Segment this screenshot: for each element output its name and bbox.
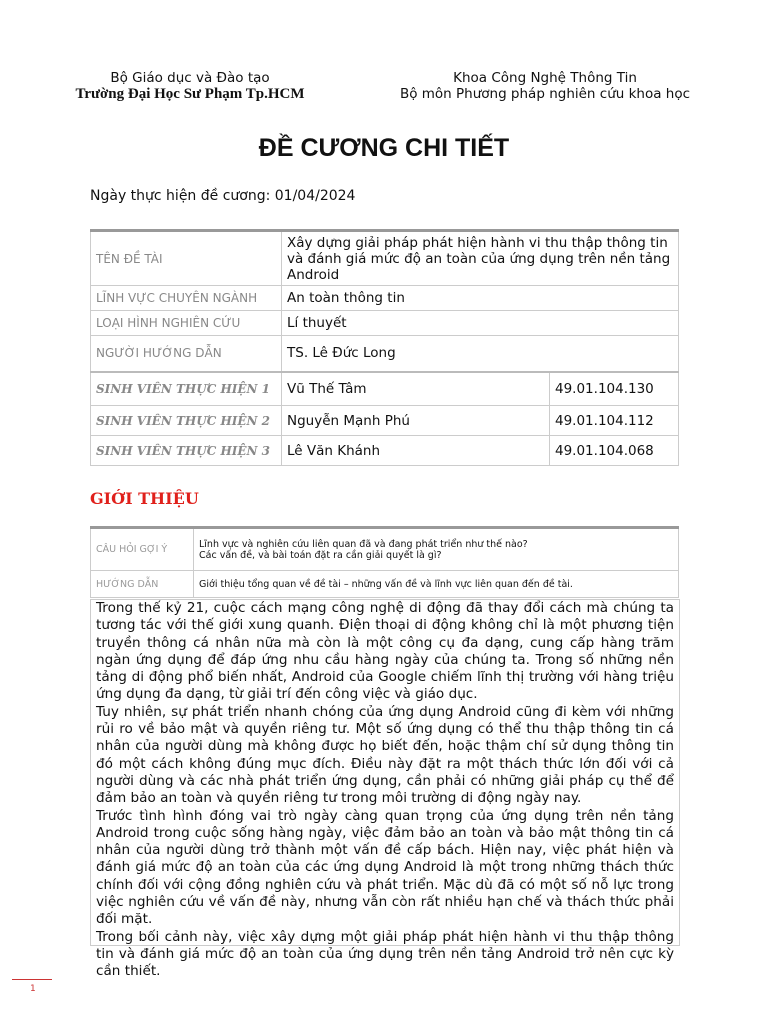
student-label: SINH VIÊN THỰC HIỆN 2 [91,406,282,436]
guide-table [90,526,679,598]
student-label: SINH VIÊN THỰC HIỆN 3 [91,436,282,466]
ministry-name: Bộ Giáo dục và Đào tạo [110,70,270,86]
table-row [91,311,679,336]
student-row [91,436,679,466]
question-label: CÂU HỎI GỢI Ý [91,528,194,571]
field-label: LĨNH VỰC CHUYÊN NGÀNH [91,286,282,311]
university-name: Trường Đại Học Sư Phạm Tp.HCM [75,86,305,102]
type-value: Lí thuyết [282,311,679,336]
table-row [91,528,679,571]
question-line: Lĩnh vực và nghiên cứu liên quan đã và đang phát triển như thế nào? [199,538,528,550]
student-row [91,406,679,436]
student-id: 49.01.104.130 [550,372,679,406]
info-table [90,229,679,466]
student-id: 49.01.104.112 [550,406,679,436]
paragraph: Trong bối cảnh này, việc xây dựng một giải pháp phát hiện hành vi thu thập thông tin và đánh giá mức độ an toàn của ứng dụng trên nền tảng Android trở nên cực kỳ cần thiết. [96,928,674,980]
advisor-label: NGƯỜI HƯỚNG DẪN [91,336,282,372]
header-right [390,70,700,102]
table-row [91,571,679,598]
guide-text: Giới thiệu tổng quan về đề tài – những vấn đề và lĩnh vực liên quan đến đề tài. [194,571,679,598]
department-name: Bộ môn Phương pháp nghiên cứu khoa học [399,86,691,102]
question-line: Các vấn đề, và bài toán đặt ra cần giải quyết là gì? [199,549,442,561]
student-name: Nguyễn Mạnh Phú [282,406,550,436]
table-row [91,231,679,286]
topic-value: Xây dựng giải pháp phát hiện hành vi thu thập thông tin và đánh giá mức độ an toàn của ứng dụng trên nền tảng Android [282,231,679,286]
student-id: 49.01.104.068 [550,436,679,466]
advisor-value: TS. Lê Đức Long [282,336,679,372]
guide-label: HƯỚNG DẪN [91,571,194,598]
paragraph: Tuy nhiên, sự phát triển nhanh chóng của ứng dụng Android cũng đi kèm với những rủi ro về bảo mật và quyền riêng tư. Một số ứng dụng có thể thu thập thông tin cá nhân của người dùng mà không được họ biết đến, hoặc thậm chí sử dụng thông tin đó một cách không đúng mục đích. Điều này đặt ra một thách thức lớn đối với cả người dùng và các nhà phát triển ứng dụng, cần phải có những giải pháp cụ thể để đảm bảo an toàn và quyền riêng tư trong môi trường di động ngày nay. [96,703,674,807]
student-row [91,372,679,406]
paragraph: Trong thế kỷ 21, cuộc cách mạng công nghệ di động đã thay đổi cách mà chúng ta tương tác với thế giới xung quanh. Điện thoại di động không chỉ là một phương tiện truyền thông cá nhân nữa mà còn là một công cụ đa dạng, cung cấp hàng trăm ngàn ứng dụng để đáp ứng nhu cầu hàng ngày của chúng ta. Trong số những nền tảng di động phổ biến nhất, Android của Google chiếm lĩnh thị trường với hàng triệu ứng dụng đa dạng, từ giải trí đến công việc và giáo dục. [96,600,674,703]
question-text [194,528,679,571]
table-row [91,336,679,372]
paragraph: Trước tình hình đóng vai trò ngày càng quan trọng của ứng dụng trên nền tảng Android trong cuộc sống hàng ngày, việc đảm bảo an toàn và bảo mật thông tin cá nhân của người dùng trở thành một vấn đề cấp bách. Hiện nay, việc phát hiện và đánh giá mức độ an toàn của các ứng dụng Android là một trong những thách thức chính đối với cộng đồng nghiên cứu và phát triển. Mặc dù đã có một số nỗ lực trong việc nghiên cứu về vấn đề này, nhưng vẫn còn rất nhiều hạn chế và thách thức phải đối mặt. [96,807,674,928]
faculty-name: Khoa Công Nghệ Thông Tin [453,70,637,86]
header-left [60,70,320,103]
topic-label: TÊN ĐỀ TÀI [91,231,282,286]
student-name: Vũ Thế Tâm [282,372,550,406]
intro-body [90,599,680,980]
type-label: LOẠI HÌNH NGHIÊN CỨU [91,311,282,336]
field-value: An toàn thông tin [282,286,679,311]
section-title: GIỚI THIỆU [90,489,199,508]
footer-divider [12,979,52,980]
table-row [91,286,679,311]
student-name: Lê Văn Khánh [282,436,550,466]
page-title: ĐỀ CƯƠNG CHI TIẾT [258,134,510,162]
page-number: 1 [30,984,36,994]
date-line: Ngày thực hiện đề cương: 01/04/2024 [90,188,356,204]
student-label: SINH VIÊN THỰC HIỆN 1 [91,372,282,406]
